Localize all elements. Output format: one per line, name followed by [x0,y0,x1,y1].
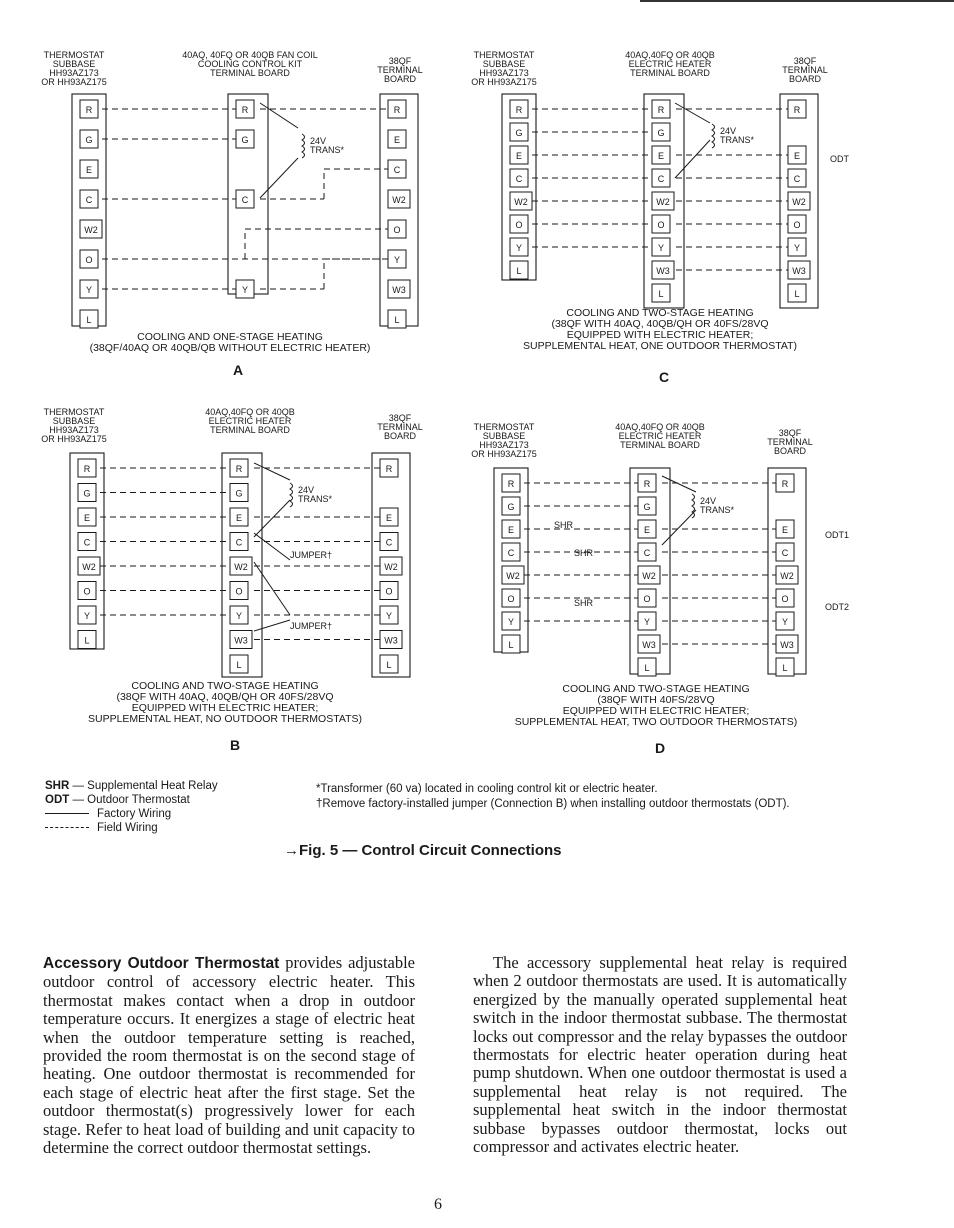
terminal-label: O [85,255,93,265]
indoor-header: TERMINAL BOARD [210,425,290,435]
terminal-label: E [515,151,523,161]
legend-odt [45,793,218,807]
transformer-coil [290,483,293,507]
thermostat-header: OR HH93AZ175 [471,449,537,459]
terminal-label: R [241,105,249,115]
indoor-header: ELECTRIC HEATER [208,416,292,426]
shr-label: SHR [554,520,574,530]
outdoor-header: TERMINAL [782,65,828,75]
indoor-header: ELECTRIC HEATER [618,431,702,441]
terminal-label: W2 [82,562,96,572]
terminal-label: W2 [84,225,98,235]
terminal-label: C [515,174,523,184]
factory-wiring-line [45,813,89,814]
jumper-label: JUMPER† [290,621,333,631]
terminal-label: G [657,128,665,138]
figure-notes [316,782,790,812]
diagram-caption-line: EQUIPPED WITH ELECTRIC HEATER; [566,329,754,341]
factory-wire [662,476,696,492]
terminal-label: E [781,525,789,535]
terminal-label: Y [83,611,91,621]
odt2-label: ODT2 [825,602,850,612]
indoor-header: 40AQ, 40FQ OR 40QB FAN COIL [182,50,318,60]
note-transformer: *Transformer (60 va) located in cooling control kit or electric heater. [316,783,658,795]
legend-odt-text: — Outdoor Thermostat [72,794,190,806]
factory-wire [675,140,710,178]
thermostat-header: HH93AZ173 [479,440,529,450]
odt-label: ODT [830,154,849,164]
legend-field-text: Field Wiring [97,822,158,834]
indoor-header: COOLING CONTROL KIT [197,59,303,69]
terminal-label: Y [507,617,515,627]
terminal-label: L [236,660,242,670]
terminal-label: L [516,266,522,276]
terminal-label: W2 [642,571,656,581]
diagram-caption-line: (38QF/40AQ OR 40QB/QB WITHOUT ELECTRIC HEATER) [89,342,371,354]
terminal-label: O [657,220,665,230]
terminal-label: C [643,548,651,558]
terminal-label: O [385,586,393,597]
terminal-label: R [393,105,401,115]
terminal-label: C [793,174,801,184]
terminal-label: O [393,225,401,235]
transformer-label: 24V [298,485,315,495]
transformer-label-sub: TRANS* [700,505,735,515]
terminal-label: R [793,105,801,115]
transformer-label: 24V [700,496,717,506]
factory-wire [254,562,290,615]
terminal-label: E [793,151,801,161]
thermostat-header: THERMOSTAT [43,50,105,60]
terminal-label: W2 [780,571,794,581]
factory-wire [260,103,298,128]
terminal-label: C [241,195,249,205]
terminal-label: C [85,195,93,205]
terminal-label: C [385,537,393,548]
transformer-coil [302,134,305,158]
diagram-caption-line: SUPPLEMENTAL HEAT, ONE OUTDOOR THERMOSTAT) [523,340,797,352]
terminal-label: Y [393,255,401,265]
terminal-label: R [657,105,665,115]
terminal-label: E [83,513,91,523]
terminal-label: C [83,537,91,548]
terminal-label: G [235,488,243,499]
diagram-caption-line: (38QF WITH 40AQ, 40QB/QH OR 40FS/28VQ [116,691,334,703]
terminal-label: R [85,105,93,115]
terminal-label: G [241,135,249,145]
terminal-label: G [515,128,523,138]
body-left-lead: Accessory Outdoor Thermostat [43,955,280,972]
transformer-label: 24V [720,126,737,136]
terminal-label: W2 [392,195,406,205]
transformer-label-sub: TRANS* [720,135,755,145]
outdoor-header: 38QF [388,413,412,423]
terminal-label: W3 [384,635,398,646]
outdoor-header: 38QF [778,428,802,438]
indoor-header: 40AQ,40FQ OR 40QB [625,50,715,60]
diagram-caption-line: EQUIPPED WITH ELECTRIC HEATER; [131,702,319,714]
terminal-label: G [643,502,651,512]
terminal-label: W3 [392,285,406,295]
field-wiring-line [45,827,89,828]
terminal-label: Y [241,285,249,295]
outdoor-header: 38QF [793,56,817,66]
terminal-label: R [515,105,523,115]
terminal-label: R [83,464,91,474]
wiring-diagram-d [470,420,900,760]
thermostat-header: OR HH93AZ175 [41,77,107,87]
terminal-label: E [507,525,515,535]
terminal-label: O [507,594,515,604]
odt1-label: ODT1 [825,530,850,540]
body-right-column [473,954,847,1156]
diagram-letter: A [232,362,244,378]
terminal-label: W2 [656,197,670,207]
diagram-caption-line: (38QF WITH 40AQ, 40QB/QH OR 40FS/28VQ [551,318,769,330]
legend-shr-text: — Supplemental Heat Relay [72,780,218,792]
terminal-label: L [84,635,90,646]
outdoor-header: TERMINAL [377,65,423,75]
terminal-label: W2 [234,562,248,572]
terminal-label: L [508,640,514,650]
terminal-label: E [657,151,665,161]
terminal-label: O [781,594,789,604]
thermostat-header: HH93AZ173 [49,425,99,435]
indoor-header: TERMINAL BOARD [630,68,710,78]
terminal-label: R [507,479,515,489]
terminal-label: W3 [234,635,248,646]
thermostat-header: SUBBASE [482,59,526,69]
terminal-label: C [657,174,665,184]
outdoor-header: 38QF [388,56,412,66]
factory-wire [675,103,710,123]
diagram-caption-line: EQUIPPED WITH ELECTRIC HEATER; [562,705,750,717]
outdoor-header: TERMINAL [767,437,813,447]
terminal-label: W3 [642,640,656,650]
transformer-label-sub: TRANS* [298,494,333,504]
thermostat-header: HH93AZ173 [49,68,99,78]
terminal-label: O [235,586,243,597]
diagram-caption-line: (38QF WITH 40FS/28VQ [597,694,715,706]
figure-title: →Fig. 5 — Control Circuit Connections [284,842,562,859]
transformer-coil [712,124,715,148]
terminal-label: W2 [514,197,528,207]
terminal-label: Y [793,243,801,253]
terminal-label: L [386,660,392,670]
terminal-label: R [781,479,789,489]
terminal-label: O [515,220,523,230]
body-right-text: The accessory supplemental heat relay is required when 2 outdoor thermostats are used. It is automatically energized by the manually operated supplemental heat switch in the indoor thermostat subbase. The thermostat locks out compressor and the relay bypasses the outdoor thermostats for electric heater operation during heat pump shutdown. When one outdoor thermostat is used a supplemental heat relay is not required. The supplemental heat switch in the indoor thermostat subbase bypasses outdoor thermostat, locks out compressor and activates electric heater. [473,953,847,1157]
top-border-line [640,0,954,2]
legend-shr [45,779,218,793]
terminal-label: E [643,525,651,535]
terminal-label: Y [781,617,789,627]
thermostat-header: THERMOSTAT [473,50,535,60]
terminal-label: L [644,663,650,673]
thermostat-header: OR HH93AZ175 [41,434,107,444]
terminal-label: W3 [792,266,806,276]
terminal-label: C [507,548,515,558]
wiring-diagram-c [470,48,900,388]
body-left-text: provides adjustable outdoor control of accessory electric heater. This thermostat makes contact when a drop in outdoor temperature occurs. It energizes a stage of electric heat when the outdoor temperature setting is reached, provided the room thermostat is on the second stage of heating. One outdoor thermostat is recommended for each stage of electric heat after the first stage. Set the outdoor thermostat(s) progressively lower for each stage. Refer to heat load of building and unit capacity to determine the correct outdoor thermostat settings. [43,953,416,1158]
shr-relay-label: SHR [574,548,594,558]
transformer-label: 24V [310,136,327,146]
outdoor-header: BOARD [383,74,417,84]
terminal-label: L [394,315,400,325]
body-left-column [43,954,415,1157]
outdoor-header: BOARD [788,74,822,84]
terminal-label: O [643,594,651,604]
thermostat-header: HH93AZ173 [479,68,529,78]
terminal-label: O [83,586,91,597]
terminal-label: W2 [506,571,520,581]
jumper-label: JUMPER† [290,550,333,560]
diagram-letter: B [229,737,241,753]
factory-wire [260,158,298,198]
note-jumper: †Remove factory-installed jumper (Connection B) when installing outdoor thermostats (ODT). [316,798,790,810]
thermostat-header: THERMOSTAT [473,422,535,432]
legend-field [45,821,218,835]
terminal-label: G [507,502,515,512]
diagram-letter: C [658,369,670,385]
diagram-caption-line: COOLING AND ONE-STAGE HEATING [137,331,323,343]
indoor-header: ELECTRIC HEATER [628,59,712,69]
terminal-label: R [643,479,651,489]
outdoor-header: BOARD [383,431,417,441]
terminal-label: Y [657,243,665,253]
terminal-label: O [793,220,801,230]
terminal-label: C [393,165,401,175]
terminal-label: Y [385,611,393,621]
factory-wire [662,510,696,545]
legend [45,779,218,835]
legend-odt-abbr: ODT [45,794,70,806]
wiring-diagram-a [40,48,460,378]
diagram-caption-line: COOLING AND TWO-STAGE HEATING [131,680,319,692]
terminal-label: C [235,537,243,548]
legend-factory [45,807,218,821]
legend-factory-text: Factory Wiring [97,808,172,820]
terminal-label: Y [515,243,523,253]
diagram-caption-line: COOLING AND TWO-STAGE HEATING [566,307,754,319]
factory-wire [254,620,290,631]
page-number: 6 [434,1196,442,1213]
wiring-diagram-b [40,405,460,755]
terminal-label: L [782,663,788,673]
terminal-label: E [235,513,243,523]
terminal-label: G [83,488,91,499]
terminal-label: Y [643,617,651,627]
factory-wire [254,533,290,560]
factory-wire [254,500,290,537]
terminal-label: W2 [792,197,806,207]
thermostat-header: SUBBASE [52,416,96,426]
shr-relay-label: SHR [574,598,594,608]
diagram-letter: D [654,740,666,756]
terminal-label: W2 [384,562,398,572]
outdoor-header: BOARD [773,446,807,456]
terminal-label: E [393,135,401,145]
terminal-label: R [385,464,393,474]
terminal-label: E [85,165,93,175]
terminal-label: L [86,315,92,325]
terminal-label: Y [235,611,243,621]
outdoor-header: TERMINAL [377,422,423,432]
diagram-caption-line: COOLING AND TWO-STAGE HEATING [562,683,750,695]
terminal-label: L [794,289,800,299]
indoor-header: 40AQ,40FQ OR 40QB [615,422,705,432]
indoor-header: TERMINAL BOARD [620,440,700,450]
terminal-label: G [85,135,93,145]
diagram-caption-line: SUPPLEMENTAL HEAT, NO OUTDOOR THERMOSTATS) [88,713,362,725]
legend-shr-abbr: SHR [45,780,70,792]
thermostat-header: THERMOSTAT [43,407,105,417]
terminal-label: W3 [780,640,794,650]
terminal-label: C [781,548,789,558]
terminal-label: R [235,464,243,474]
terminal-label: Y [85,285,93,295]
terminal-label: L [658,289,664,299]
factory-wire [254,463,290,480]
indoor-header: 40AQ,40FQ OR 40QB [205,407,295,417]
transformer-label-sub: TRANS* [310,145,345,155]
terminal-label: E [385,513,393,523]
indoor-header: TERMINAL BOARD [210,68,290,78]
terminal-label: W3 [656,266,670,276]
diagram-caption-line: SUPPLEMENTAL HEAT, TWO OUTDOOR THERMOSTATS) [514,716,798,728]
thermostat-header: SUBBASE [52,59,96,69]
thermostat-header: OR HH93AZ175 [471,77,537,87]
thermostat-header: SUBBASE [482,431,526,441]
